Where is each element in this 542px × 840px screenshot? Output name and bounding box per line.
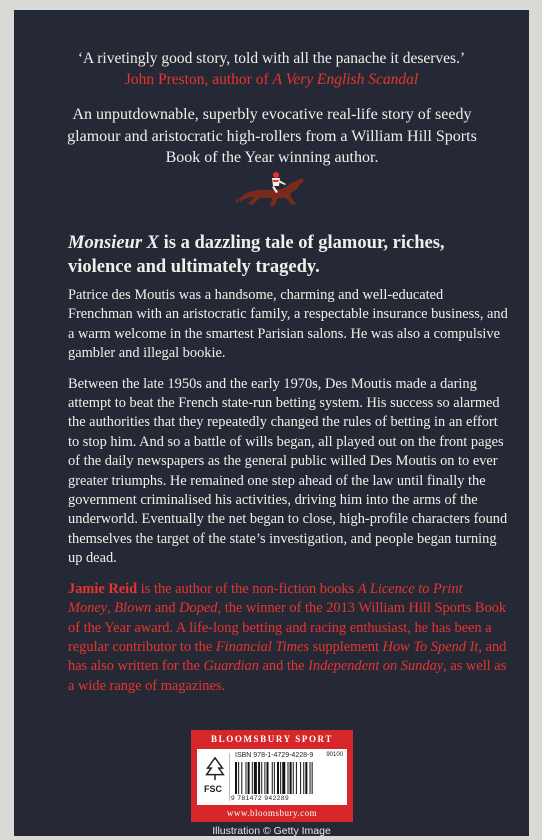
barcode-bar bbox=[312, 762, 313, 794]
barcode-digits: 9 781472 942289 bbox=[231, 795, 290, 802]
bio-publication: Financial Times bbox=[215, 638, 309, 655]
book-back-cover bbox=[14, 10, 529, 836]
publisher-website: www.bloomsbury.com bbox=[226, 808, 318, 818]
barcode-bar bbox=[282, 762, 285, 794]
barcode-bar bbox=[267, 762, 269, 794]
headline-book-title: Monsieur X bbox=[68, 233, 159, 253]
bio-text: and the bbox=[258, 658, 309, 675]
barcode-bar bbox=[290, 762, 292, 794]
barcode-bar bbox=[272, 762, 273, 794]
barcode-bar bbox=[258, 762, 260, 794]
barcode-bar bbox=[274, 762, 275, 794]
illustration-credit: Illustration © Getty Image bbox=[212, 825, 331, 837]
bio-text: , bbox=[107, 600, 115, 617]
barcode-bar bbox=[296, 762, 297, 794]
synopsis-paragraph-1: Patrice des Moutis was a handsome, charming and well-educated Frenchman with an aristocratic family, a respectable insurance business, and a warm welcome in the smartest Parisian salons. He was also a compulsive gambler and illegal bookie. bbox=[68, 287, 508, 362]
barcode-bar bbox=[293, 762, 294, 794]
fsc-label: FSC bbox=[204, 784, 222, 794]
bio-book-title: Blown bbox=[114, 600, 152, 617]
publisher-footer bbox=[191, 730, 353, 822]
barcode-bar bbox=[238, 762, 239, 794]
blurb: An unputdownable, superbly evocative real-life story of seedy glamour and aristocratic high-rollers from a William Hill Sports Book of the Year winning author. bbox=[67, 106, 477, 166]
bio-text: , the winner of the 2013 William Hill Sports Book of the Year award. A life-long betting and racing enthusiast, he has been a regular contributor to the bbox=[68, 600, 507, 655]
body-text bbox=[68, 286, 508, 707]
bio-publication: How To Spend It bbox=[382, 638, 479, 655]
bio-book-title: Doped bbox=[179, 600, 218, 617]
barcode-bar bbox=[264, 762, 265, 794]
barcode-bar bbox=[261, 762, 262, 794]
barcode-panel bbox=[197, 749, 347, 805]
barcode-bar bbox=[252, 762, 253, 794]
barcode-bar bbox=[305, 762, 307, 794]
imprint-label: BLOOMSBURY SPORT bbox=[211, 734, 333, 744]
fsc-tree-logo-icon bbox=[201, 753, 230, 801]
author-bio bbox=[68, 580, 508, 696]
bio-text: and bbox=[151, 600, 180, 617]
headline bbox=[68, 231, 488, 279]
bio-publication: Guardian bbox=[203, 658, 259, 675]
barcode-bar bbox=[280, 762, 281, 794]
barcode-bar bbox=[303, 762, 304, 794]
quote-text: ‘A rivetingly good story, told with all the panache it deserves.’ bbox=[77, 50, 466, 67]
quote-attribution bbox=[34, 69, 509, 90]
bio-publication: Independent on Sunday bbox=[308, 658, 444, 675]
barcode-bar bbox=[246, 762, 247, 794]
barcode-bar bbox=[300, 762, 301, 794]
attribution-book-title: A Very English Scandal bbox=[272, 71, 419, 88]
barcode-bar bbox=[248, 762, 250, 794]
barcode-bar bbox=[277, 762, 279, 794]
headline-text: is a dazzling tale of glamour, riches, violence and ultimately tragedy. bbox=[68, 233, 445, 277]
barcode-addon-number: 90100 bbox=[326, 752, 343, 758]
bio-text: , and has also written for the bbox=[68, 638, 507, 675]
barcode-bar bbox=[310, 762, 311, 794]
barcode-bar bbox=[241, 762, 242, 794]
synopsis-paragraph-2: Between the late 1950s and the early 1970s, Des Moutis made a daring attempt to beat the French state-run betting system. His success so alarmed the authorities that they repeatedly changed the rules of betting in an effort to stop him. And so a battle of wills began, all played out on the front pages of the daily newspapers as the general public willed Des Moutis on to ever greater triumphs. He remained one step ahead of the law until finally the government criminalised his activities, driving him into the arms of the underworld. Eventually the net began to close, high-profile characters found themselves the target of the state’s investigation, and people began turning up dead. bbox=[68, 375, 508, 567]
isbn-text: ISBN 978-1-4729-4228-9 bbox=[235, 752, 314, 759]
barcode bbox=[235, 762, 343, 794]
attribution-author: John Preston, author of bbox=[124, 71, 273, 88]
bio-book-title: A Licence to Print Money bbox=[68, 580, 463, 617]
barcode-bar bbox=[235, 762, 237, 794]
barcode-bar bbox=[254, 762, 257, 794]
bio-text: supplement bbox=[309, 638, 383, 655]
racehorse-with-jockey-icon bbox=[234, 168, 314, 212]
bio-text: is the author of the non-fiction books bbox=[137, 580, 358, 597]
author-name: Jamie Reid bbox=[68, 580, 138, 597]
review-quote bbox=[34, 48, 509, 90]
bio-text: , as well as a wide range of magazines. bbox=[68, 658, 507, 694]
barcode-bar bbox=[288, 762, 289, 794]
